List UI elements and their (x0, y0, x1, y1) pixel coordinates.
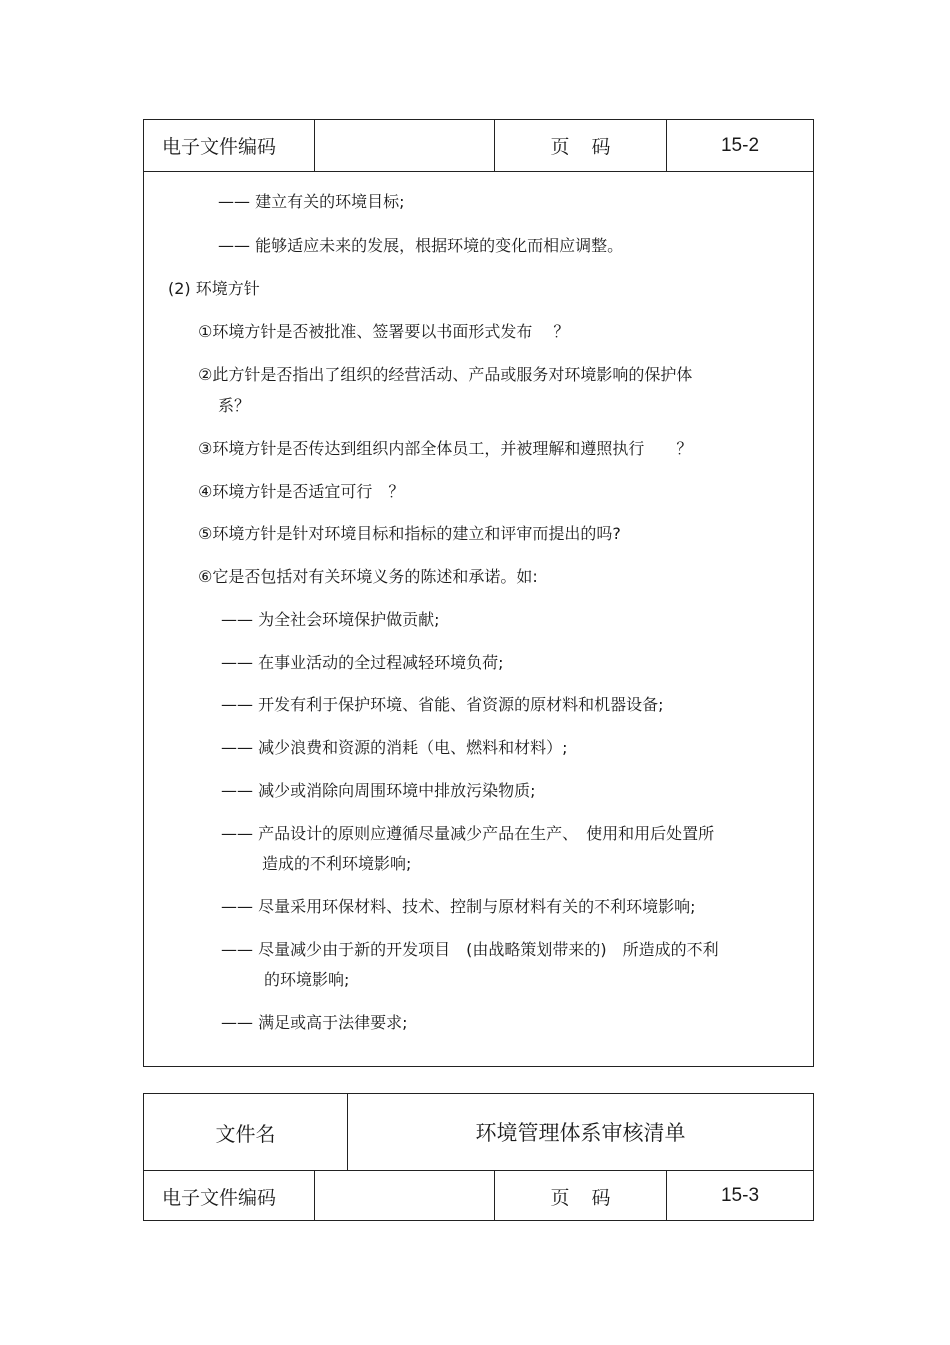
code-label: 电子文件编码 (144, 1171, 315, 1221)
page-table-2 (143, 1093, 814, 1221)
header-row (144, 1171, 813, 1221)
text-line: —— 开发有利于保护环境、省能、省资源的原材料和机器设备; (221, 695, 664, 714)
text-line: ⑤环境方针是针对环境目标和指标的建立和评审而提出的吗? (198, 524, 621, 543)
text-line: —— 满足或高于法律要求; (221, 1013, 408, 1032)
file-name-value: 环境管理体系审核清单 (475, 1121, 686, 1145)
code-value (315, 120, 495, 171)
text-line: —— 产品设计的原则应遵循尽量减少产品在生产、 使用和用后处置所 (221, 824, 715, 843)
page-table-1 (143, 119, 814, 1067)
page-label: 页码 (495, 120, 667, 171)
text-line: 系？ (218, 396, 251, 415)
text-line: —— 减少或消除向周围环境中排放污染物质; (221, 781, 536, 800)
page-value: 15-2 (720, 134, 760, 156)
section-heading: (2) 环境方针 (168, 279, 260, 298)
code-label: 电子文件编码 (144, 120, 315, 171)
text-line: ③环境方针是否传达到组织内部全体员工，并被理解和遵照执行 ？ (198, 439, 693, 458)
text-line: 造成的不利环境影响; (262, 854, 412, 873)
page-value: 15-3 (720, 1185, 760, 1206)
text-line: ②此方针是否指出了组织的经营活动、产品或服务对环境影响的保护体 (198, 365, 693, 384)
text-line: —— 减少浪费和资源的消耗（电、燃料和材料）; (221, 738, 568, 757)
code-value (315, 1171, 495, 1221)
text-line: ①环境方针是否被批准、签署要以书面形式发布 ？ (198, 322, 570, 341)
text-line: —— 建立有关的环境目标; (218, 192, 405, 211)
text-line: —— 在事业活动的全过程减轻环境负荷; (221, 653, 504, 672)
text-line: 的环境影响; (264, 970, 350, 989)
title-row (144, 1094, 813, 1171)
file-name-label: 文件名 (144, 1094, 348, 1170)
text-line: —— 能够适应未来的发展，根据环境的变化而相应调整。 (218, 236, 624, 255)
text-line: —— 尽量采用环保材料、技术、控制与原材料有关的不利环境影响; (221, 897, 696, 916)
page-label: 页码 (495, 1171, 667, 1221)
content-area (144, 172, 813, 1067)
text-line: ④环境方针是否适宜可行 ？ (198, 482, 405, 501)
text-line: —— 尽量减少由于新的开发项目 (由战略策划带来的) 所造成的不利 (221, 940, 719, 959)
text-line: ⑥它是否包括对有关环境义务的陈述和承诺。如: (198, 567, 538, 586)
header-row (144, 120, 813, 172)
text-line: —— 为全社会环境保护做贡献; (221, 610, 440, 629)
